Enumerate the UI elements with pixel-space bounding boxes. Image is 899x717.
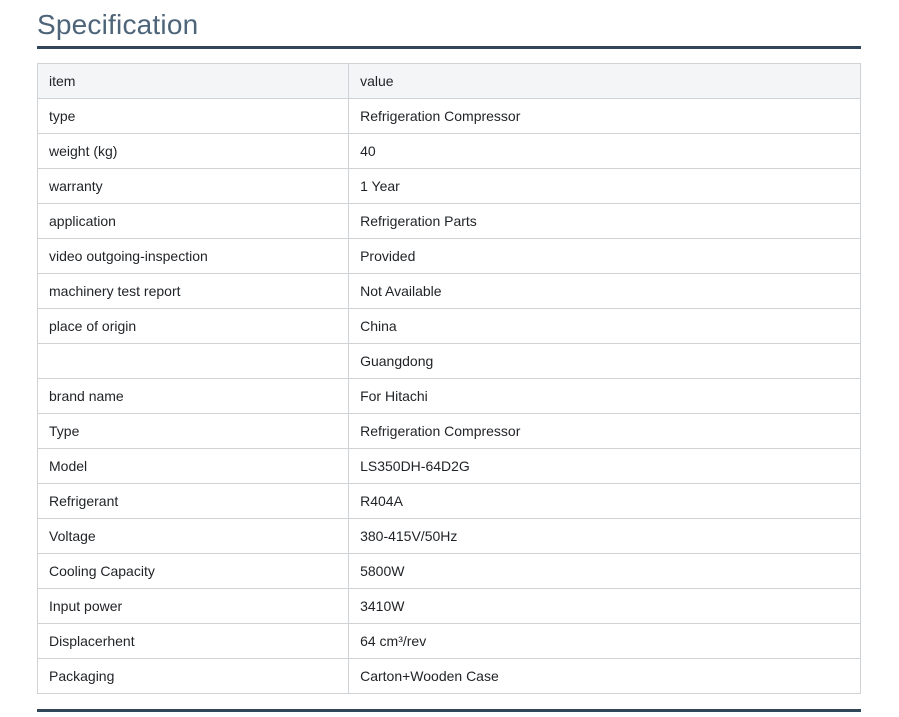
table-row — [38, 134, 861, 169]
table-row — [38, 624, 861, 659]
spec-item-cell: brand name — [38, 379, 349, 414]
spec-value-cell: 3410W — [349, 589, 861, 624]
spec-item-cell: place of origin — [38, 309, 349, 344]
spec-value-cell: For Hitachi — [349, 379, 861, 414]
spec-item-cell: type — [38, 99, 349, 134]
table-row — [38, 659, 861, 694]
title-rule — [37, 46, 861, 49]
spec-item-cell: Refrigerant — [38, 484, 349, 519]
spec-value-cell: LS350DH-64D2G — [349, 449, 861, 484]
spec-item-cell: Input power — [38, 589, 349, 624]
spec-table-header-row — [38, 64, 861, 99]
spec-item-cell: warranty — [38, 169, 349, 204]
table-row — [38, 519, 861, 554]
table-row — [38, 414, 861, 449]
table-row — [38, 449, 861, 484]
spec-item-cell: video outgoing-inspection — [38, 239, 349, 274]
spec-value-cell: 40 — [349, 134, 861, 169]
spec-item-cell: Type — [38, 414, 349, 449]
spec-value-cell: Not Available — [349, 274, 861, 309]
section-bottom-rule — [37, 709, 861, 712]
spec-item-cell: Model — [38, 449, 349, 484]
table-row — [38, 344, 861, 379]
page-title: Specification — [37, 9, 199, 40]
spec-item-cell: application — [38, 204, 349, 239]
col-header-item: item — [38, 64, 349, 99]
spec-value-cell: Refrigeration Compressor — [349, 414, 861, 449]
spec-value-cell: 380-415V/50Hz — [349, 519, 861, 554]
table-row — [38, 554, 861, 589]
spec-table — [37, 63, 861, 694]
table-row — [38, 309, 861, 344]
spec-value-cell: Refrigeration Parts — [349, 204, 861, 239]
table-row — [38, 204, 861, 239]
spec-value-cell: Carton+Wooden Case — [349, 659, 861, 694]
table-row — [38, 99, 861, 134]
spec-value-cell: Provided — [349, 239, 861, 274]
spec-item-cell: Displacerhent — [38, 624, 349, 659]
table-row — [38, 239, 861, 274]
table-row — [38, 379, 861, 414]
spec-item-cell: Voltage — [38, 519, 349, 554]
spec-value-cell: Guangdong — [349, 344, 861, 379]
spec-value-cell: 64 cm³/rev — [349, 624, 861, 659]
col-header-value: value — [349, 64, 861, 99]
spec-value-cell: 5800W — [349, 554, 861, 589]
spec-value-cell: 1 Year — [349, 169, 861, 204]
table-row — [38, 169, 861, 204]
table-row — [38, 484, 861, 519]
spec-item-cell: machinery test report — [38, 274, 349, 309]
spec-item-cell — [38, 344, 349, 379]
table-row — [38, 589, 861, 624]
spec-item-cell: weight (kg) — [38, 134, 349, 169]
spec-item-cell: Packaging — [38, 659, 349, 694]
spec-value-cell: China — [349, 309, 861, 344]
table-row — [38, 274, 861, 309]
spec-value-cell: Refrigeration Compressor — [349, 99, 861, 134]
spec-value-cell: R404A — [349, 484, 861, 519]
spec-item-cell: Cooling Capacity — [38, 554, 349, 589]
